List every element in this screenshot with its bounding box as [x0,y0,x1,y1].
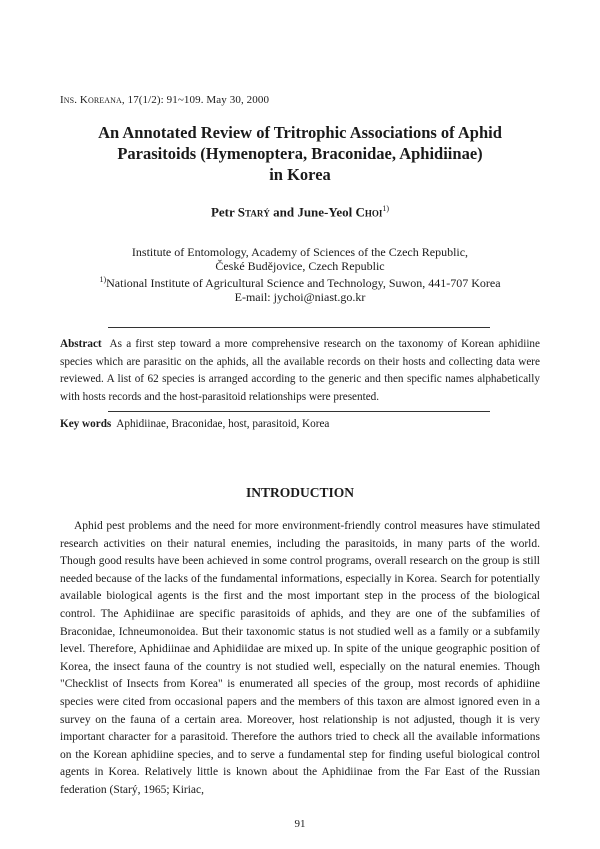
affiliation-line-2: České Budějovice, Czech Republic [215,258,385,273]
abstract-top-rule [108,327,490,328]
affiliations [0,246,600,304]
paper-title [0,122,600,185]
page-number: 91 [294,818,306,830]
title-line-1: An Annotated Review of Tritrophic Associations of Aphid [98,123,502,142]
abstract-bottom-rule [108,411,490,412]
section-heading-introduction: INTRODUCTION [245,485,354,500]
affiliation-line-1: Institute of Entomology, Academy of Sciences of the Czech Republic, [131,245,469,259]
keywords-text: Aphidiinae, Braconidae, host, parasitoid, Korea [116,418,330,430]
author1-last-name: Starý [237,204,270,220]
abstract-text: As a first step toward a more comprehensive research on the taxonomy of Korean aphidiine species which are parasitic on the aphids, all the available records on their hosts and collecting data were reviewed. A list of 62 species is arranged according to the generic and then specific names alphabetically with hosts records and the host-parasitoid relationships were presented. [60,338,540,403]
author2-affiliation-marker: 1) [382,204,390,213]
abstract-block [60,336,540,406]
author-connector: and June-Yeol [269,204,356,220]
affiliation-email: E-mail: jychoi@niast.go.kr [234,289,366,304]
affiliation-marker: 1) [99,275,107,284]
citation-details: , 17(1/2): 91~109. May 30, 2000 [121,94,270,106]
journal-citation [60,94,269,106]
affiliation-line-3-text: National Institute of Agricultural Science and Technology, Suwon, 441-707 Korea [106,276,501,290]
keywords-label: Key words [60,418,112,430]
journal-abbrev-koreana: Koreana [79,94,122,106]
journal-abbrev-ins: Ins. [60,94,78,106]
abstract-label: Abstract [60,338,102,350]
author2-last-name: Choi [355,204,383,220]
author1-first-name: Petr [210,204,238,220]
introduction-paragraph: Aphid pest problems and the need for more environment-friendly control measures have stimulated research activities on their natural enemies, including the parasitoids, in many parts of the world. Though good results have been achieved in some control programs, overall research on the group is still needed because of the lacks of the fundamental informations, especially in Korea. Search for potentially available biological agents is the first and the most important step in the process of the biological control. The Aphidiinae are specific parasitoids of aphids, and they are one of the subfamilies of Braconidae, Ichneumonoidea. But their taxonomic status is not studied well as a family or a subfamily level. Therefore, Aphidiinae and Aphidiidae are mixed up. In spite of the unique geographic position of Korea, the insect fauna of the country is not studied well, especially on the natural enemies. Though "Checklist of Insects from Korea" is enumerated all species of the group, most records of aphidiine species were cited from occasional papers and the members of this taxon are almost ignored even in a survey on the fauna of a certain area. Moreover, host relationship is not adjusted, though it is very important character for a parasitoid. Therefore the authors tried to check all the available informations on the Korean aphidiine species, and to serve a fundamental step for finding useful biological control agents in Korea. Relatively little is known about the Aphidiinae from the Far East of the Russian federation (Starý, 1965; Kiriac, [60,520,540,796]
keywords-block [60,418,540,430]
affiliation-line-3 [0,273,600,291]
author-line [0,204,600,220]
title-line-3: in Korea [269,165,331,184]
title-line-2: Parasitoids (Hymenoptera, Braconidae, Aphidiinae) [117,144,483,163]
